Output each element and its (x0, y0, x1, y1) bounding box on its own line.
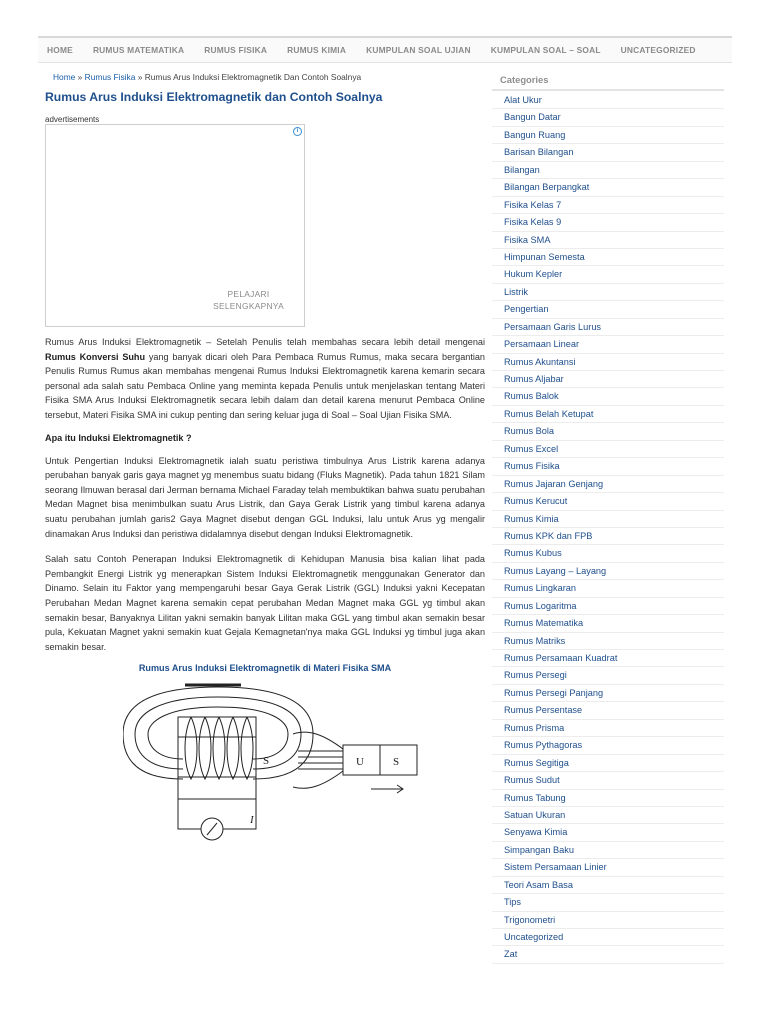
nav-home[interactable]: HOME (47, 45, 73, 55)
ad-info-icon[interactable]: i (293, 127, 302, 136)
category-link[interactable]: Rumus Lingkaran (492, 580, 724, 597)
category-link[interactable]: Pengertian (492, 301, 724, 318)
coil-winding (199, 717, 211, 779)
category-link[interactable]: Bilangan Berpangkat (492, 179, 724, 196)
category-link[interactable]: Barisan Bilangan (492, 144, 724, 161)
category-link[interactable]: Rumus Prisma (492, 720, 724, 737)
magnet-pole-u-label: U (356, 756, 364, 769)
category-link[interactable]: Rumus Excel (492, 441, 724, 458)
category-link[interactable]: Fisika Kelas 9 (492, 214, 724, 231)
circuit-wire (178, 799, 201, 829)
coil-winding (185, 717, 197, 779)
category-link[interactable]: Himpunan Semesta (492, 249, 724, 266)
category-link[interactable]: Rumus Pythagoras (492, 737, 724, 754)
electromagnetic-induction-diagram (123, 679, 423, 859)
category-link[interactable]: Rumus Tabung (492, 790, 724, 807)
category-link[interactable]: Rumus Fisika (492, 458, 724, 475)
category-link[interactable]: Rumus Persegi Panjang (492, 685, 724, 702)
breadcrumb (53, 72, 485, 82)
magnet-pole-s-label: S (393, 756, 400, 769)
category-link[interactable]: Rumus Persentase (492, 702, 724, 719)
category-link[interactable]: Rumus Belah Ketupat (492, 406, 724, 423)
intro-text-after: yang banyak dicari oleh Para Pembaca Rumus Rumus, maka secara bergantian Penulis Rumus Rumus akan membahas mengenai Rumus Induksi Elektromagnetik karena kemarin secara personal ada salah satu Pembaca Online yang meminta kepada Penulis untuk menjelaskan tentang Materi Fisika SMA Arus Induksi Elektromagnetik secara lebih dalam dan detail karena menurut Pembaca Online tersebut, Materi Fisika SMA ini cukup penting dan sering keluar juga di Soal – Soal Ujian Fisika SMA. (45, 351, 485, 420)
category-link[interactable]: Bangun Ruang (492, 127, 724, 144)
coil (178, 717, 256, 799)
category-link[interactable]: Rumus Matematika (492, 615, 724, 632)
section-heading: Apa itu Induksi Elektromagnetik ? (45, 432, 192, 443)
top-navigation (38, 36, 732, 63)
nav-rumus-kimia[interactable]: RUMUS KIMIA (287, 45, 347, 55)
coil-winding (241, 717, 253, 779)
breadcrumb-current: Rumus Arus Induksi Elektromagnetik Dan Contoh Soalnya (144, 72, 362, 82)
category-link[interactable]: Fisika Kelas 7 (492, 197, 724, 214)
ad-cta-line: SELENGKAPNYA (213, 301, 284, 311)
category-list (492, 92, 724, 964)
nav-kumpulan-soal-ujian[interactable]: KUMPULAN SOAL UJIAN (366, 45, 471, 55)
category-link[interactable]: Rumus Layang – Layang (492, 563, 724, 580)
figure-caption: Rumus Arus Induksi Elektromagnetik di Materi Fisika SMA (138, 663, 392, 674)
category-link[interactable]: Trigonometri (492, 912, 724, 929)
sidebar (492, 68, 724, 964)
nav-rumus-matematika[interactable]: RUMUS MATEMATIKA (92, 45, 185, 55)
category-link[interactable]: Zat (492, 946, 724, 963)
breadcrumb-separator: » (135, 72, 145, 82)
category-link[interactable]: Rumus KPK dan FPB (492, 528, 724, 545)
category-link[interactable]: Alat Ukur (492, 92, 724, 109)
category-link[interactable]: Sistem Persamaan Linier (492, 859, 724, 876)
category-link[interactable]: Rumus Matriks (492, 633, 724, 650)
category-link[interactable]: Rumus Aljabar (492, 371, 724, 388)
category-link[interactable]: Rumus Jajaran Genjang (492, 476, 724, 493)
category-link[interactable]: Rumus Persegi (492, 667, 724, 684)
example-paragraph: Salah satu Contoh Penerapan Induksi Elektromagnetik di Kehidupan Manusia bisa kalian lihat pada Pembangkit Energi Listrik yg menerapkan Sistem Induksi Elektromagnetik menggunakan Generator dan Dinamo. Selain itu Faktor yang mempengaruhi besar Gaya Gerak Listrik (GGL) Induksi yakni Kecepatan Perubahan Medan Magnet karena semakin cepat perubahan Medan Magnet maka GGL yg timbul akan semakin besar, Banyaknya Lilitan yakni semakin banyak Lilitan maka GGL yang timbul akan semakin besar pula, Kekuatan Magnet yakni semakin kuat Gejala Kemagnetan'nya maka GGL Induksi yg timbul juga akan semakin besar. (45, 554, 485, 652)
category-link[interactable]: Rumus Segitiga (492, 755, 724, 772)
field-line (293, 771, 343, 788)
category-link[interactable]: Uncategorized (492, 929, 724, 946)
post-title: Rumus Arus Induksi Elektromagnetik dan Contoh Soalnya (45, 90, 383, 104)
intro-paragraph (45, 335, 485, 423)
categories-title: Categories (492, 68, 724, 91)
category-link[interactable]: Simpangan Baku (492, 842, 724, 859)
ad-cta-line: PELAJARI (227, 289, 270, 299)
category-link[interactable]: Rumus Kimia (492, 511, 724, 528)
breadcrumb-category-link[interactable]: Rumus Fisika (84, 72, 136, 82)
advertisement-box[interactable] (45, 124, 305, 327)
main-content (45, 68, 485, 864)
category-link[interactable]: Rumus Balok (492, 388, 724, 405)
category-link[interactable]: Rumus Kubus (492, 545, 724, 562)
definition-paragraph: Untuk Pengertian Induksi Elektromagnetik ialah suatu peristiwa timbulnya Arus Listrik karena adanya perubahan banyak garis gaya magnet yg menembus suatu bidang (Fluks Magnetik). Pada tahun 1821 Silam seorang Ilmuwan berasal dari Jerman bernama Michael Faraday telah membuktikan bahwa suatu perubahan Medan Magnet bisa menimbulkan suatu Arus Listrik, dan Gaya Gerak Listrik yang timbul karena adanya suatu perubahan jumlah garis2 Gaya Magnet disebut dengan GGL Induksi, lalu untuk Arus yg mengalir dinamakan Arus Induksi dan peristiwa didalamnya disebut dengan Induksi Elektromagnetik. (45, 455, 485, 539)
nav-kumpulan-soal-soal[interactable]: KUMPULAN SOAL – SOAL (490, 45, 601, 55)
category-link[interactable]: Listrik (492, 284, 724, 301)
category-link[interactable]: Satuan Ukuran (492, 807, 724, 824)
coil-winding (213, 717, 225, 779)
category-link[interactable]: Hukum Kepler (492, 266, 724, 283)
category-link[interactable]: Rumus Logaritma (492, 598, 724, 615)
field-line (148, 707, 218, 759)
category-link[interactable]: Rumus Persamaan Kuadrat (492, 650, 724, 667)
category-link[interactable]: Rumus Bola (492, 423, 724, 440)
rumus-konversi-suhu-link[interactable]: Rumus Konversi Suhu (45, 351, 146, 362)
intro-text-before: Rumus Arus Induksi Elektromagnetik – Setelah Penulis telah membahas secara lebih detail mengenai (45, 337, 485, 347)
coil-winding (227, 717, 239, 779)
category-link[interactable]: Persamaan Linear (492, 336, 724, 353)
field-line (123, 687, 218, 779)
ad-label: advertisements (45, 115, 100, 124)
coil-pole-s-label: S (263, 755, 270, 768)
category-link[interactable]: Tips (492, 894, 724, 911)
nav-rumus-fisika[interactable]: RUMUS FISIKA (204, 45, 268, 55)
current-label: I (250, 814, 254, 827)
category-link[interactable]: Fisika SMA (492, 232, 724, 249)
nav-uncategorized[interactable]: UNCATEGORIZED (620, 45, 696, 55)
category-link[interactable]: Senyawa Kimia (492, 824, 724, 841)
category-link[interactable]: Rumus Kerucut (492, 493, 724, 510)
breadcrumb-separator: » (75, 72, 85, 82)
ad-learn-more-button[interactable] (213, 288, 284, 312)
category-link[interactable]: Teori Asam Basa (492, 877, 724, 894)
category-link[interactable]: Rumus Akuntansi (492, 354, 724, 371)
category-link[interactable]: Bangun Datar (492, 109, 724, 126)
category-link[interactable]: Persamaan Garis Lurus (492, 319, 724, 336)
breadcrumb-home-link[interactable]: Home (53, 72, 76, 82)
category-link[interactable]: Bilangan (492, 162, 724, 179)
category-link[interactable]: Rumus Sudut (492, 772, 724, 789)
